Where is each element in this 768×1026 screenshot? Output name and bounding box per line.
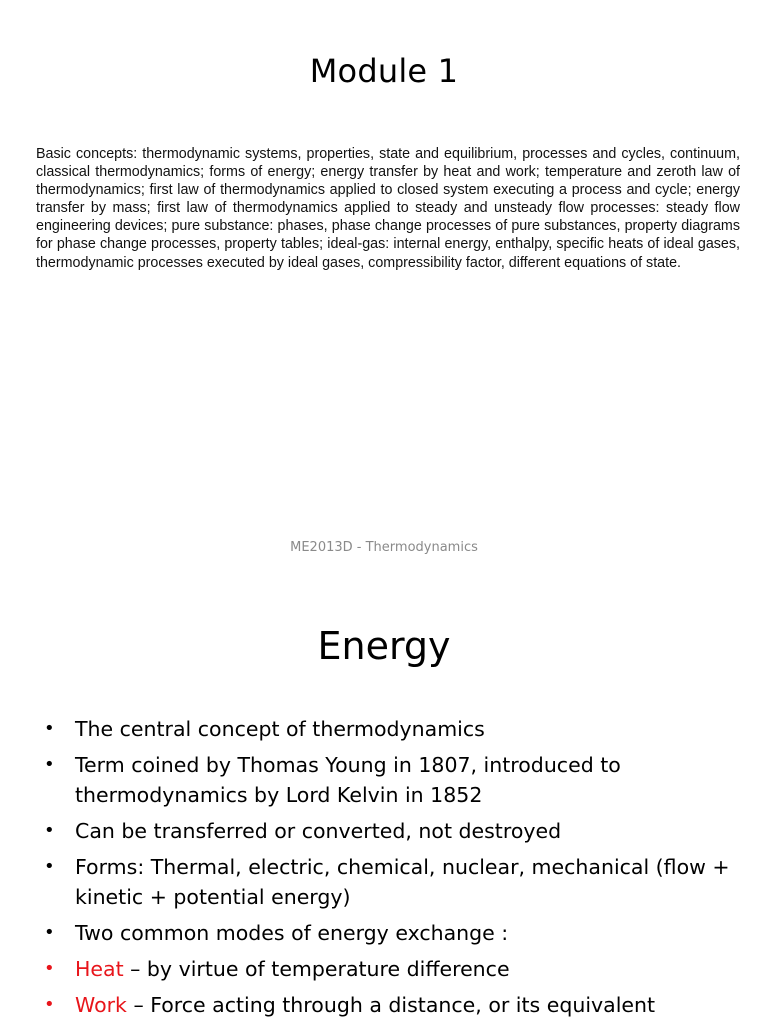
- term-work: Work: [75, 993, 127, 1017]
- bullet-item-heat: [40, 954, 740, 984]
- bullet-icon: •: [44, 922, 55, 943]
- bullet-item: [40, 714, 740, 744]
- term-heat: Heat: [75, 957, 124, 981]
- bullet-text: Can be transferred or converted, not destroyed: [75, 819, 562, 843]
- bullet-text: The central concept of thermodynamics: [75, 717, 485, 741]
- bullet-item: [40, 918, 740, 948]
- bullet-icon: •: [44, 856, 55, 877]
- bullet-text: – by virtue of temperature difference: [123, 957, 510, 981]
- bullet-text: Term coined by Thomas Young in 1807, introduced to thermodynamics by Lord Kelvin in 1852: [75, 753, 621, 807]
- bullet-item-work: [40, 990, 740, 1020]
- bullet-icon: •: [44, 820, 55, 841]
- bullet-item: [40, 750, 740, 810]
- bullet-icon: •: [44, 958, 55, 979]
- slide-title-module: Module 1: [309, 52, 459, 90]
- bullet-icon: •: [44, 994, 55, 1015]
- bullet-text: Two common modes of energy exchange :: [75, 921, 509, 945]
- bullet-item: [40, 816, 740, 846]
- bullet-text: – Force acting through a distance, or its equivalent: [126, 993, 656, 1017]
- slide-title-energy: Energy: [317, 624, 451, 668]
- bullet-text: Forms: Thermal, electric, chemical, nuclear, mechanical (flow + kinetic + potential energy): [75, 855, 730, 909]
- slide-footer: ME2013D - Thermodynamics: [290, 540, 478, 555]
- bullet-icon: •: [44, 754, 55, 775]
- bullet-list: [40, 714, 740, 1026]
- bullet-icon: •: [44, 718, 55, 739]
- slide-energy: [0, 580, 768, 1024]
- syllabus-text: Basic concepts: thermodynamic systems, properties, state and equilibrium, processes and cycles, continuum, classical thermodynamics; forms of energy; energy transfer by heat and work; temperature and zeroth law of thermodynamics; first law of thermodynamics applied to closed system executing a process and cycle; energy transfer by mass; first law of thermodynamics applied to steady and unsteady flow processes: steady flow engineering devices; pure substance: phases, phase change processes of pure substances, property diagrams for phase change processes, property tables; ideal-gas: internal energy, enthalpy, specific heats of ideal gases, thermodynamic processes executed by ideal gases, compressibility factor, different equations of state.: [36, 146, 740, 271]
- bullet-item: [40, 852, 740, 912]
